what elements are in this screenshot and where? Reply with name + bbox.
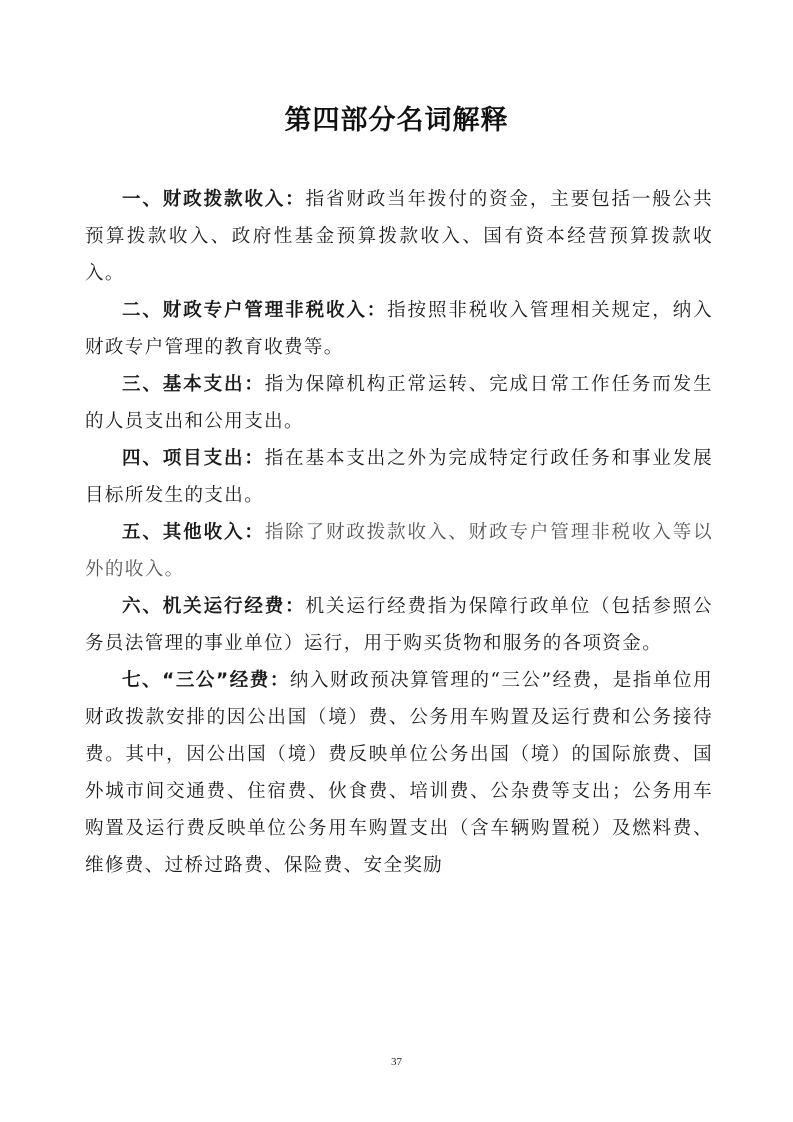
glossary-definition: 机关运行经费指为保障行政单位（包括参照公务员法管理的事业单位）运行，用于购买货物和服务的各项资金。 [85,596,713,654]
glossary-term: 四、项目支出： [122,448,265,469]
page-number: 37 [391,1056,402,1068]
glossary-entry [85,181,713,292]
glossary-definition: 指为保障机构正常运转、完成日常工作任务而发生的人员支出和公用支出。 [85,374,713,432]
glossary-entry [85,662,713,884]
glossary-entry [85,366,713,440]
glossary-body [85,181,713,884]
glossary-term: 七、“三公”经费： [122,670,290,691]
glossary-term: 二、财政专户管理非税收入： [122,300,388,321]
glossary-definition: 纳入财政预决算管理的“三公”经费，是指单位用财政拨款安排的因公出国（境）费、公务用车购置及运行费和公务接待费。其中，因公出国（境）费反映单位公务出国（境）的国际旅费、国外城市间交通费、住宿费、伙食费、培训费、公杂费等支出；公务用车购置及运行费反映单位公务用车购置支出（含车辆购置税）及燃料费、维修费、过桥过路费、保险费、安全奖励 [85,670,714,876]
glossary-definition: 指除了财政拨款收入、财政专户管理非税收入等以外的收入。 [85,522,713,580]
glossary-entry [85,440,713,514]
glossary-term: 六、机关运行经费： [122,596,306,617]
glossary-entry [85,588,713,662]
glossary-definition: 指省财政当年拨付的资金，主要包括一般公共预算拨款收入、政府性基金预算拨款收入、国有资本经营预算拨款收入。 [85,189,713,284]
glossary-term: 五、其他收入： [122,522,265,543]
glossary-definition: 指按照非税收入管理相关规定，纳入财政专户管理的教育收费等。 [85,300,713,358]
page-title: 第四部分名词解释 [284,105,509,136]
glossary-term: 三、基本支出： [122,374,265,395]
glossary-entry [85,514,713,588]
glossary-entry [85,292,713,366]
glossary-term: 一、财政拨款收入： [122,189,306,210]
glossary-definition: 指在基本支出之外为完成特定行政任务和事业发展目标所发生的支出。 [85,448,713,506]
